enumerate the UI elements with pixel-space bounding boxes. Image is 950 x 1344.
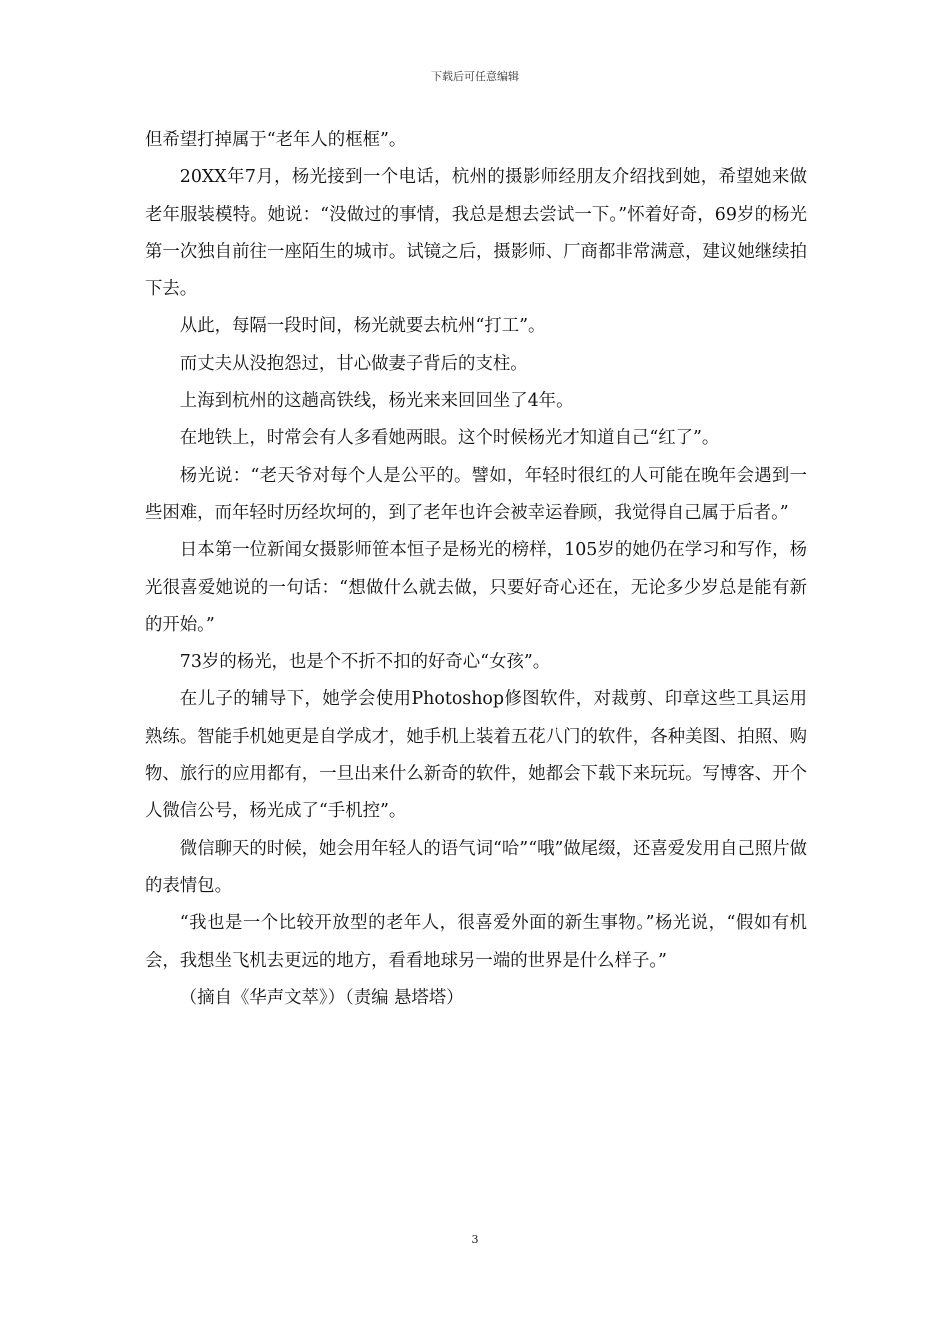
paragraph: 上海到杭州的这趟高铁线，杨光来来回回坐了4年。 [179,391,574,412]
document-body [145,122,807,1017]
paragraph: 73岁的杨光，也是个不折不扣的好奇心“女孩”。 [179,652,551,673]
paragraph: 在儿子的辅导下，她学会使用Photoshop修图软件，对裁剪、印章这些工具运用熟练。智能手机她更是自学成才，她手机上装着五花八门的软件，各种美图、拍照、购物、旅行的应用都有，一旦出来什么新奇的软件，她都会下载下来玩玩。写博客、开个人微信公号，杨光成了“手机控”。 [145,689,807,822]
page-number: 3 [471,1233,479,1246]
paragraph: 微信聊天的时候，她会用年轻人的语气词“哈”“哦”做尾缀，还喜爱发用自己照片做的表情包。 [145,838,807,896]
paragraph: 杨光说：“老天爷对每个人是公平的。譬如，年轻时很红的人可能在晚年会遇到一些困难，而年轻时历经坎坷的，到了老年也许会被幸运眷顾，我觉得自己属于后者。” [145,465,807,523]
paragraph: 但希望打掉属于“老年人的框框”。 [145,130,407,150]
paragraph: “我也是一个比较开放型的老年人，很喜爱外面的新生事物。”杨光说，“假如有机会，我想坐飞机去更远的地方，看看地球另一端的世界是什么样子。” [145,913,807,971]
paragraph: 日本第一位新闻女摄影师笹本恒子是杨光的榜样，105岁的她仍在学习和写作，杨光很喜爱她说的一句话：“想做什么就去做，只要好奇心还在，无论多少岁总是能有新的开始。” [145,540,807,635]
source-credit: （摘自《华声文萃》）（责编 悬塔塔） [179,987,464,1008]
paragraph: 而丈夫从没抱怨过，甘心做妻子背后的支柱。 [179,353,528,374]
paragraph: 20XX年7月，杨光接到一个电话，杭州的摄影师经朋友介绍找到她，希望她来做老年服装模特。她说：“没做过的事情，我总是想去尝试一下。”怀着好奇，69岁的杨光第一次独自前往一座陌生的城市。试镜之后，摄影师、厂商都非常满意，建议她继续拍下去。 [145,167,807,300]
page-header: 下载后可任意编辑 [431,70,519,83]
paragraph: 在地铁上，时常会有人多看她两眼。这个时候杨光才知道自己“红了”。 [179,428,720,449]
paragraph: 从此，每隔一段时间，杨光就要去杭州“打工”。 [179,316,546,337]
